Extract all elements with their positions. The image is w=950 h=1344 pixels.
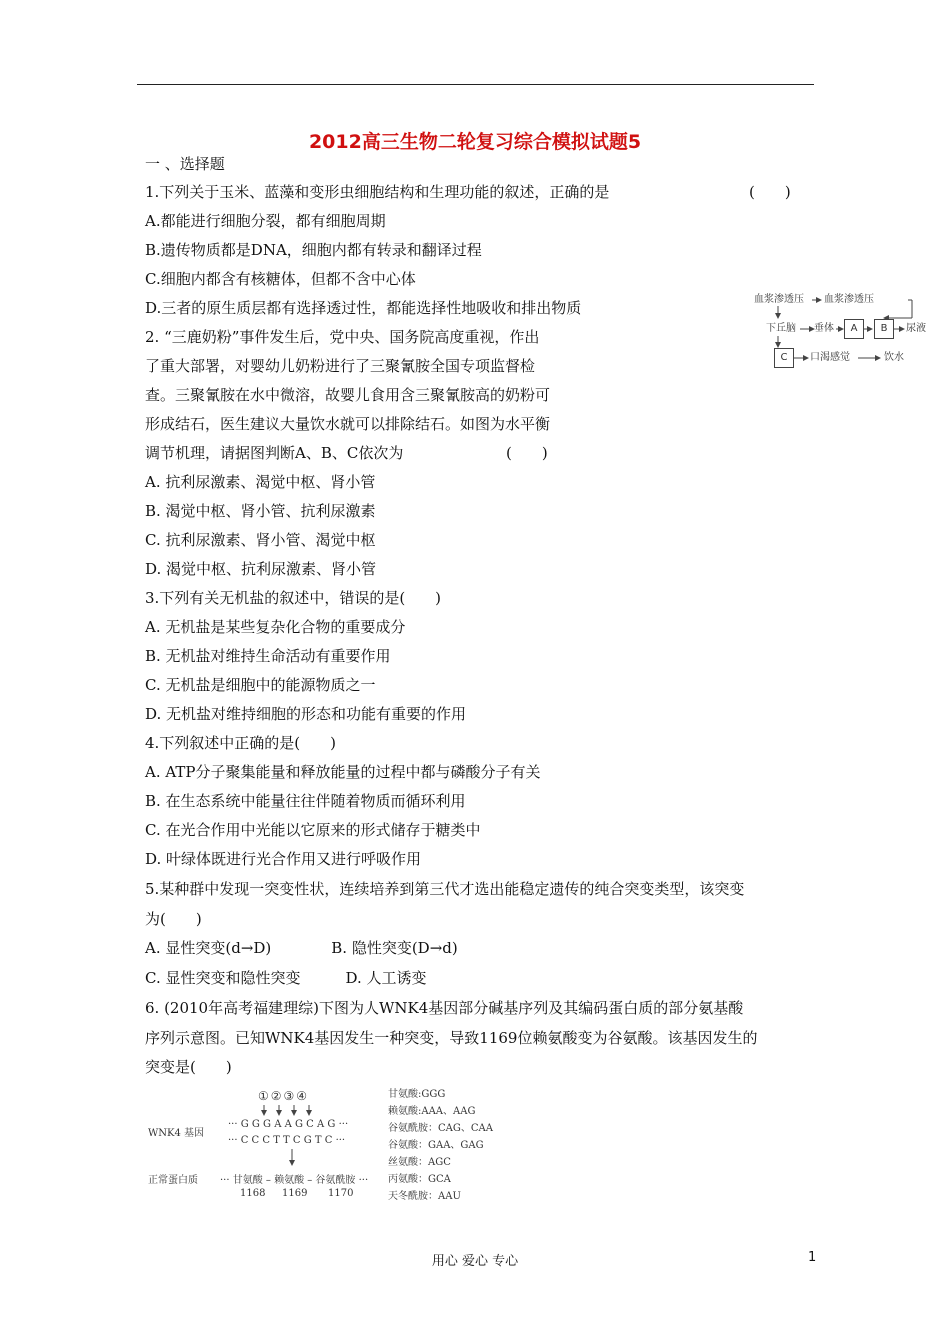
page-footer: 用心 爱心 专心 bbox=[431, 1254, 519, 1269]
question-4-option-b: B. 在生态系统中能量往往伴随着物质而循环利用 bbox=[145, 792, 466, 810]
question-6-stem-line-2: 序列示意图。已知WNK4基因发生一种突变，导致1169位赖氨酸变为谷氨酸。该基因发生的 bbox=[145, 1029, 758, 1047]
question-2-stem-line-3: 查。三聚氰胺在水中微溶，故婴儿食用含三聚氰胺高的奶粉可 bbox=[145, 386, 551, 404]
question-1-answer-blank: ( ) bbox=[749, 183, 791, 201]
question-4-option-a: A. ATP分子聚集能量和释放能量的过程中都与磷酸分子有关 bbox=[145, 763, 541, 781]
codon-lysine: 赖氨酸:AAA、AAG bbox=[388, 1106, 476, 1117]
pituitary-label: 垂体 bbox=[814, 323, 834, 334]
codon-alanine: 丙氨酸：GCA bbox=[388, 1174, 451, 1185]
question-4-option-d: D. 叶绿体既进行光合作用又进行呼吸作用 bbox=[145, 850, 422, 868]
question-3-option-c: C. 无机盐是细胞中的能源物质之一 bbox=[145, 676, 376, 694]
section-heading: 一 、选择题 bbox=[145, 155, 225, 173]
page-title: 2012高三生物二轮复习综合模拟试题5 bbox=[308, 131, 642, 153]
water-balance-diagram bbox=[752, 292, 932, 370]
box-b: B bbox=[874, 319, 894, 339]
position-1169: 1169 bbox=[282, 1188, 308, 1199]
question-5-options-ab: A. 显性突变(d→D) B. 隐性突变(D→d) bbox=[145, 939, 458, 957]
mutation-site-markers: ①②③④ bbox=[258, 1089, 310, 1103]
header-rule bbox=[137, 84, 814, 85]
question-2-option-c: C. 抗利尿激素、肾小管、渴觉中枢 bbox=[145, 531, 376, 549]
question-1-option-a: A.都能进行细胞分裂，都有细胞周期 bbox=[145, 212, 386, 230]
codon-asparagine: 天冬酰胺：AAU bbox=[388, 1191, 461, 1202]
plasma-osmolarity-label-left: 血浆渗透压 bbox=[754, 294, 804, 305]
question-5-options-cd: C. 显性突变和隐性突变 D. 人工诱变 bbox=[145, 969, 427, 987]
question-5-stem-line-1: 5.某种群中发现一突变性状，连续培养到第三代才选出能稳定遗传的纯合突变类型，该突变 bbox=[145, 880, 745, 898]
question-1-option-d: D.三者的原生质层都有选择透过性，都能选择性地吸收和排出物质 bbox=[145, 299, 582, 317]
box-c: C bbox=[774, 348, 794, 368]
question-2-option-d: D. 渴觉中枢、抗利尿激素、肾小管 bbox=[145, 560, 377, 578]
question-1-stem: 1.下列关于玉米、蓝藻和变形虫细胞结构和生理功能的叙述，正确的是 bbox=[145, 183, 610, 201]
position-1168: 1168 bbox=[240, 1188, 266, 1199]
dna-template-strand: ··· C C C T T C G T C ··· bbox=[228, 1135, 346, 1146]
question-2-option-a: A. 抗利尿激素、渴觉中枢、肾小管 bbox=[145, 473, 376, 491]
box-a: A bbox=[844, 319, 864, 339]
question-2-stem-line-4: 形成结石，医生建议大量饮水就可以排除结石。如图为水平衡 bbox=[145, 415, 551, 433]
question-2-answer-blank: ( ) bbox=[506, 444, 548, 462]
wnk4-gene-label: WNK4 基因 bbox=[148, 1128, 205, 1139]
thirst-label: 口渴感觉 bbox=[810, 352, 850, 363]
page-number: 1 bbox=[808, 1250, 817, 1265]
question-3-option-b: B. 无机盐对维持生命活动有重要作用 bbox=[145, 647, 391, 665]
question-4-stem: 4.下列叙述中正确的是( ) bbox=[145, 734, 337, 752]
codon-glutamine: 谷氨酰胺：CAG、CAA bbox=[388, 1123, 493, 1134]
question-2-stem-line-2: 了重大部署，对婴幼儿奶粉进行了三聚氰胺全国专项监督检 bbox=[145, 357, 536, 375]
question-2-stem-line-5: 调节机理，请据图判断A、B、C依次为 bbox=[145, 444, 404, 462]
normal-protein-label: 正常蛋白质 bbox=[148, 1175, 198, 1186]
dna-coding-strand: ··· G G G A A G C A G ··· bbox=[228, 1119, 349, 1130]
protein-sequence: ··· 甘氨酸 – 赖氨酸 – 谷氨酰胺 ··· bbox=[220, 1175, 369, 1186]
question-1-option-b: B.遗传物质都是DNA，细胞内都有转录和翻译过程 bbox=[145, 241, 482, 259]
question-2-stem-line-1: 2. “三鹿奶粉”事件发生后，党中央、国务院高度重视，作出 bbox=[145, 328, 540, 346]
codon-glycine: 甘氨酸:GGG bbox=[388, 1089, 446, 1100]
urine-label: 尿液 bbox=[906, 323, 926, 334]
drink-water-label: 饮水 bbox=[884, 352, 904, 363]
question-3-option-a: A. 无机盐是某些复杂化合物的重要成分 bbox=[145, 618, 406, 636]
question-3-stem: 3.下列有关无机盐的叙述中，错误的是( ) bbox=[145, 589, 442, 607]
question-1-option-c: C.细胞内都含有核糖体，但都不含中心体 bbox=[145, 270, 416, 288]
wnk4-gene-diagram bbox=[140, 1085, 520, 1210]
question-3-option-d: D. 无机盐对维持细胞的形态和功能有重要的作用 bbox=[145, 705, 467, 723]
question-2-option-b: B. 渴觉中枢、肾小管、抗利尿激素 bbox=[145, 502, 376, 520]
question-5-stem-line-2: 为( ) bbox=[145, 910, 202, 928]
question-4-option-c: C. 在光合作用中光能以它原来的形式储存于糖类中 bbox=[145, 821, 481, 839]
hypothalamus-label: 下丘脑 bbox=[766, 323, 796, 334]
position-1170: 1170 bbox=[328, 1188, 354, 1199]
codon-serine: 丝氨酸：AGC bbox=[388, 1157, 451, 1168]
codon-glutamate: 谷氨酸：GAA、GAG bbox=[388, 1140, 484, 1151]
question-6-stem-line-1: 6. (2010年高考福建理综)下图为人WNK4基因部分碱基序列及其编码蛋白质的部分氨基酸 bbox=[145, 999, 744, 1017]
plasma-osmolarity-label-right: 血浆渗透压 bbox=[824, 294, 874, 305]
question-6-stem-line-3: 突变是( ) bbox=[145, 1058, 232, 1076]
